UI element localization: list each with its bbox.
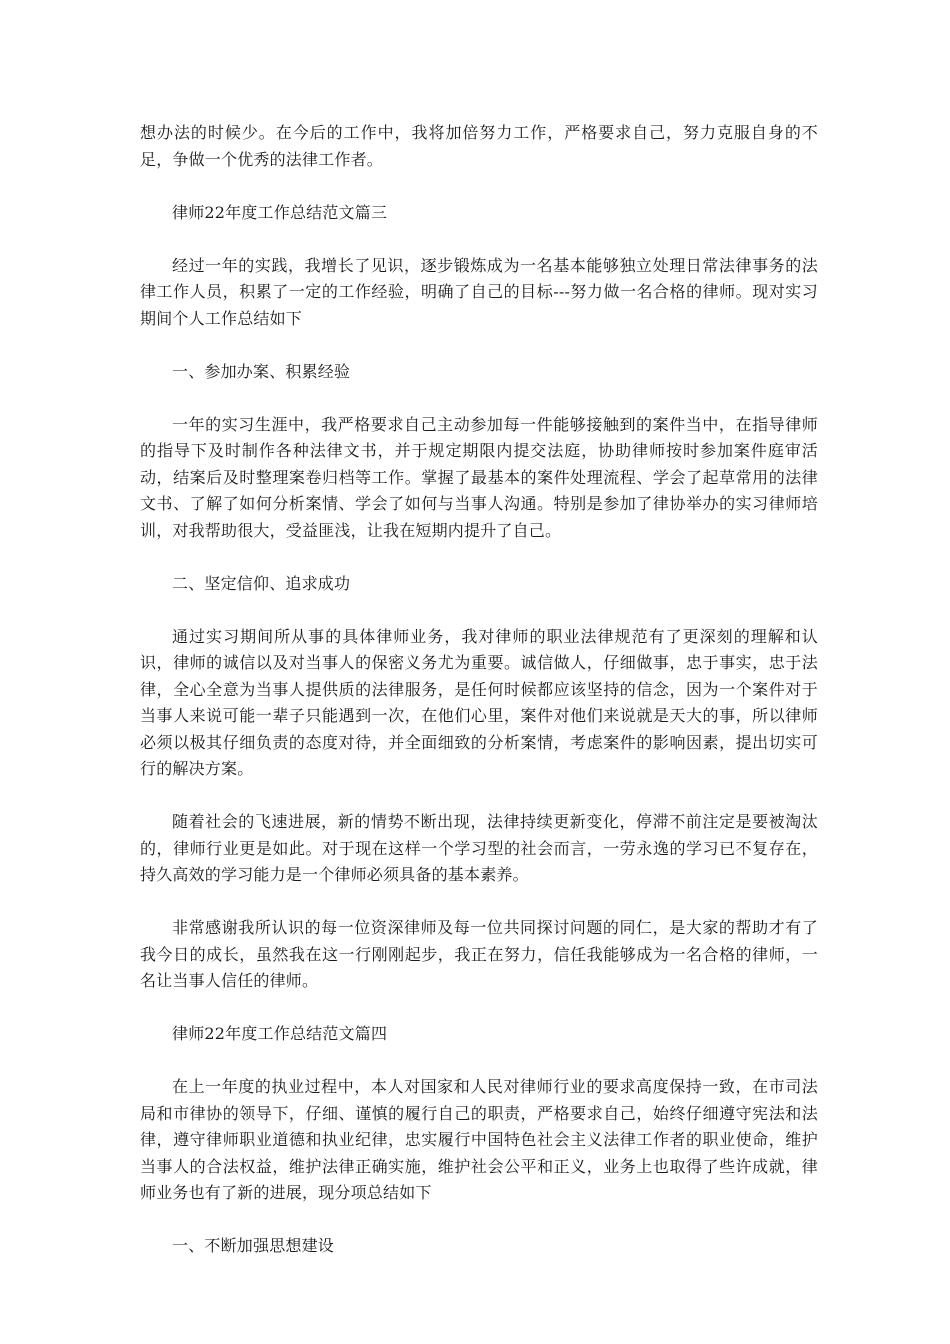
section-title-part-three: 律师22年度工作总结范文篇三 (172, 202, 388, 222)
paragraph-learning: 随着社会的飞速进展，新的情势不断出现，法律持续更新变化，停滞不前注定是要被淘汰的，律师行业更是如此。对于现在这样一个学习型的社会而言，一劳永逸的学习已不复存在，持久高效的学习能力是一个律师必须具备的基本素养。 (140, 812, 818, 884)
subheading-beliefs: 二、坚定信仰、追求成功 (172, 573, 351, 593)
subheading-ideology: 一、不断加强思想建设 (172, 1236, 335, 1255)
section-title-part-four: 律师22年度工作总结范文篇四 (172, 1024, 388, 1043)
document-page (140, 120, 818, 1286)
paragraph-internship: 一年的实习生涯中，我严格要求自己主动参加每一件能够接触到的案件当中，在指导律师的指导下及时制作各种法律文书，并于规定期限内提交法庭，协助律师按时参加案件庭审活动，结案后及时整理案卷归档等工作。掌握了最基本的案件处理流程、学会了起草常用的法律文书、了解了如何分析案情、学会了如何与当事人沟通。特别是参加了律协举办的实习律师培训，对我帮助很大，受益匪浅，让我在短期内提升了自己。 (140, 414, 818, 540)
paragraph-integrity: 通过实习期间所从事的具体律师业务，我对律师的职业法律规范有了更深刻的理解和认识，律师的诚信以及对当事人的保密义务尤为重要。诚信做人，仔细做事，忠于事实，忠于法律，全心全意为当事人提供质的法律服务，是任何时候都应该坚持的信念，因为一个案件对于当事人来说可能一辈子只能遇到一次，在他们心里，案件对他们来说就是天大的事，所以律师必须以极其仔细负责的态度对待，并全面细致的分析案情，考虑案件的影响因素，提出切实可行的解决方案。 (140, 626, 818, 778)
subheading-case-experience: 一、参加办案、积累经验 (172, 361, 351, 381)
paragraph-practice: 在上一年度的执业过程中，本人对国家和人民对律师行业的要求高度保持一致，在市司法局和市律协的领导下，仔细、谨慎的履行自己的职责，严格要求自己，始终仔细遵守宪法和法律，遵守律师职业道德和执业纪律，忠实履行中国特色社会主义法律工作者的职业使命，维护当事人的合法权益，维护法律正确实施，维护社会公平和正义，业务上也取得了些许成就，律师业务也有了新的进展，现分项总结如下 (140, 1077, 818, 1202)
paragraph-thanks: 非常感谢我所认识的每一位资深律师及每一位共同探讨问题的同仁，是大家的帮助才有了我今日的成长，虽然我在这一行刚刚起步，我正在努力，信任我能够成为一名合格的律师，一名让当事人信任的律师。 (140, 918, 818, 990)
paragraph-continued: 想办法的时候少。在今后的工作中，我将加倍努力工作，严格要求自己，努力克服自身的不足，争做一个优秀的法律工作者。 (140, 123, 818, 169)
paragraph-intro: 经过一年的实践，我增长了见识，逐步锻炼成为一名基本能够独立处理日常法律事务的法律工作人员，积累了一定的工作经验，明确了自己的目标---努力做一名合格的律师。现对实习期间个人工作总结如下 (140, 255, 818, 328)
